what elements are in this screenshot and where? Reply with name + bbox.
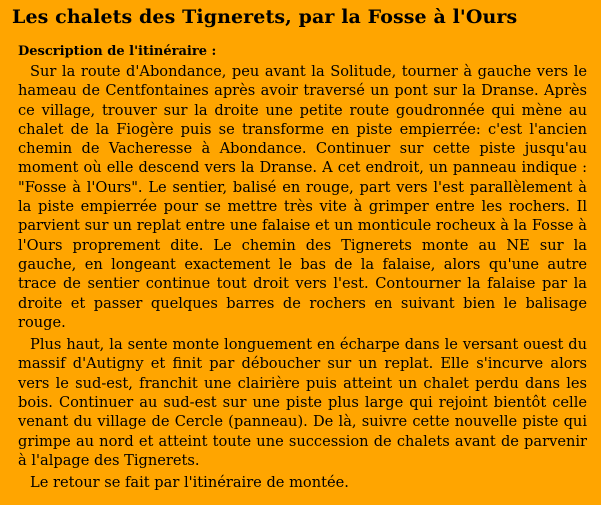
paragraph-2: Plus haut, la sente monte longuement en écharpe dans le versant ouest du massif d'Autigny et finit par déboucher sur un replat. Elle s'incurve alors vers le sud-est, franchit une clairière puis atteint un chalet perdu dans les bois. Continuer au sud-est sur une piste plus large qui rejoint bientôt celle venant du village de Cercle (panneau). De là, suivre cette nouvelle piste qui grimpe au nord et atteint toute une succession de chalets avant de parvenir à l'alpage des Tignerets. [18,336,587,469]
paragraph-1: Sur la route d'Abondance, peu avant la Solitude, tourner à gauche vers le hameau de Centfontaines après avoir traversé un pont sur la Dranse. Après ce village, trouver sur la droite une petite route goudronnée qui mène au chalet de la Fiogère puis se transforme en piste empierrée: c'est l'ancien chemin de Vacheresse à Abondance. Continuer sur cette piste jusqu'au moment où elle descend vers la Dranse. A cet endroit, un panneau indique : "Fosse à l'Ours". Le sentier, balisé en rouge, part vers l'est parallèlement à la piste empierrée pour se mettre très vite à grimper entre les rochers. Il parvient sur un replat entre une falaise et un monticule rocheux à la Fosse à l'Ours proprement dite. Le chemin des Tignerets monte au NE sur la gauche, en longeant exactement le bas de la falaise, alors qu'une autre trace de sentier continue tout droit vers l'est. Contourner la falaise par la droite et passer quelques barres de rochers en suivant bien le balisage rouge. [18,63,587,331]
itinerary-description [18,62,587,493]
section-heading: Description de l'itinéraire : [18,44,217,59]
paragraph-3: Le retour se fait par l'itinéraire de montée. [30,474,349,492]
page-title: Les chalets des Tignerets, par la Fosse à l'Ours [12,6,518,28]
